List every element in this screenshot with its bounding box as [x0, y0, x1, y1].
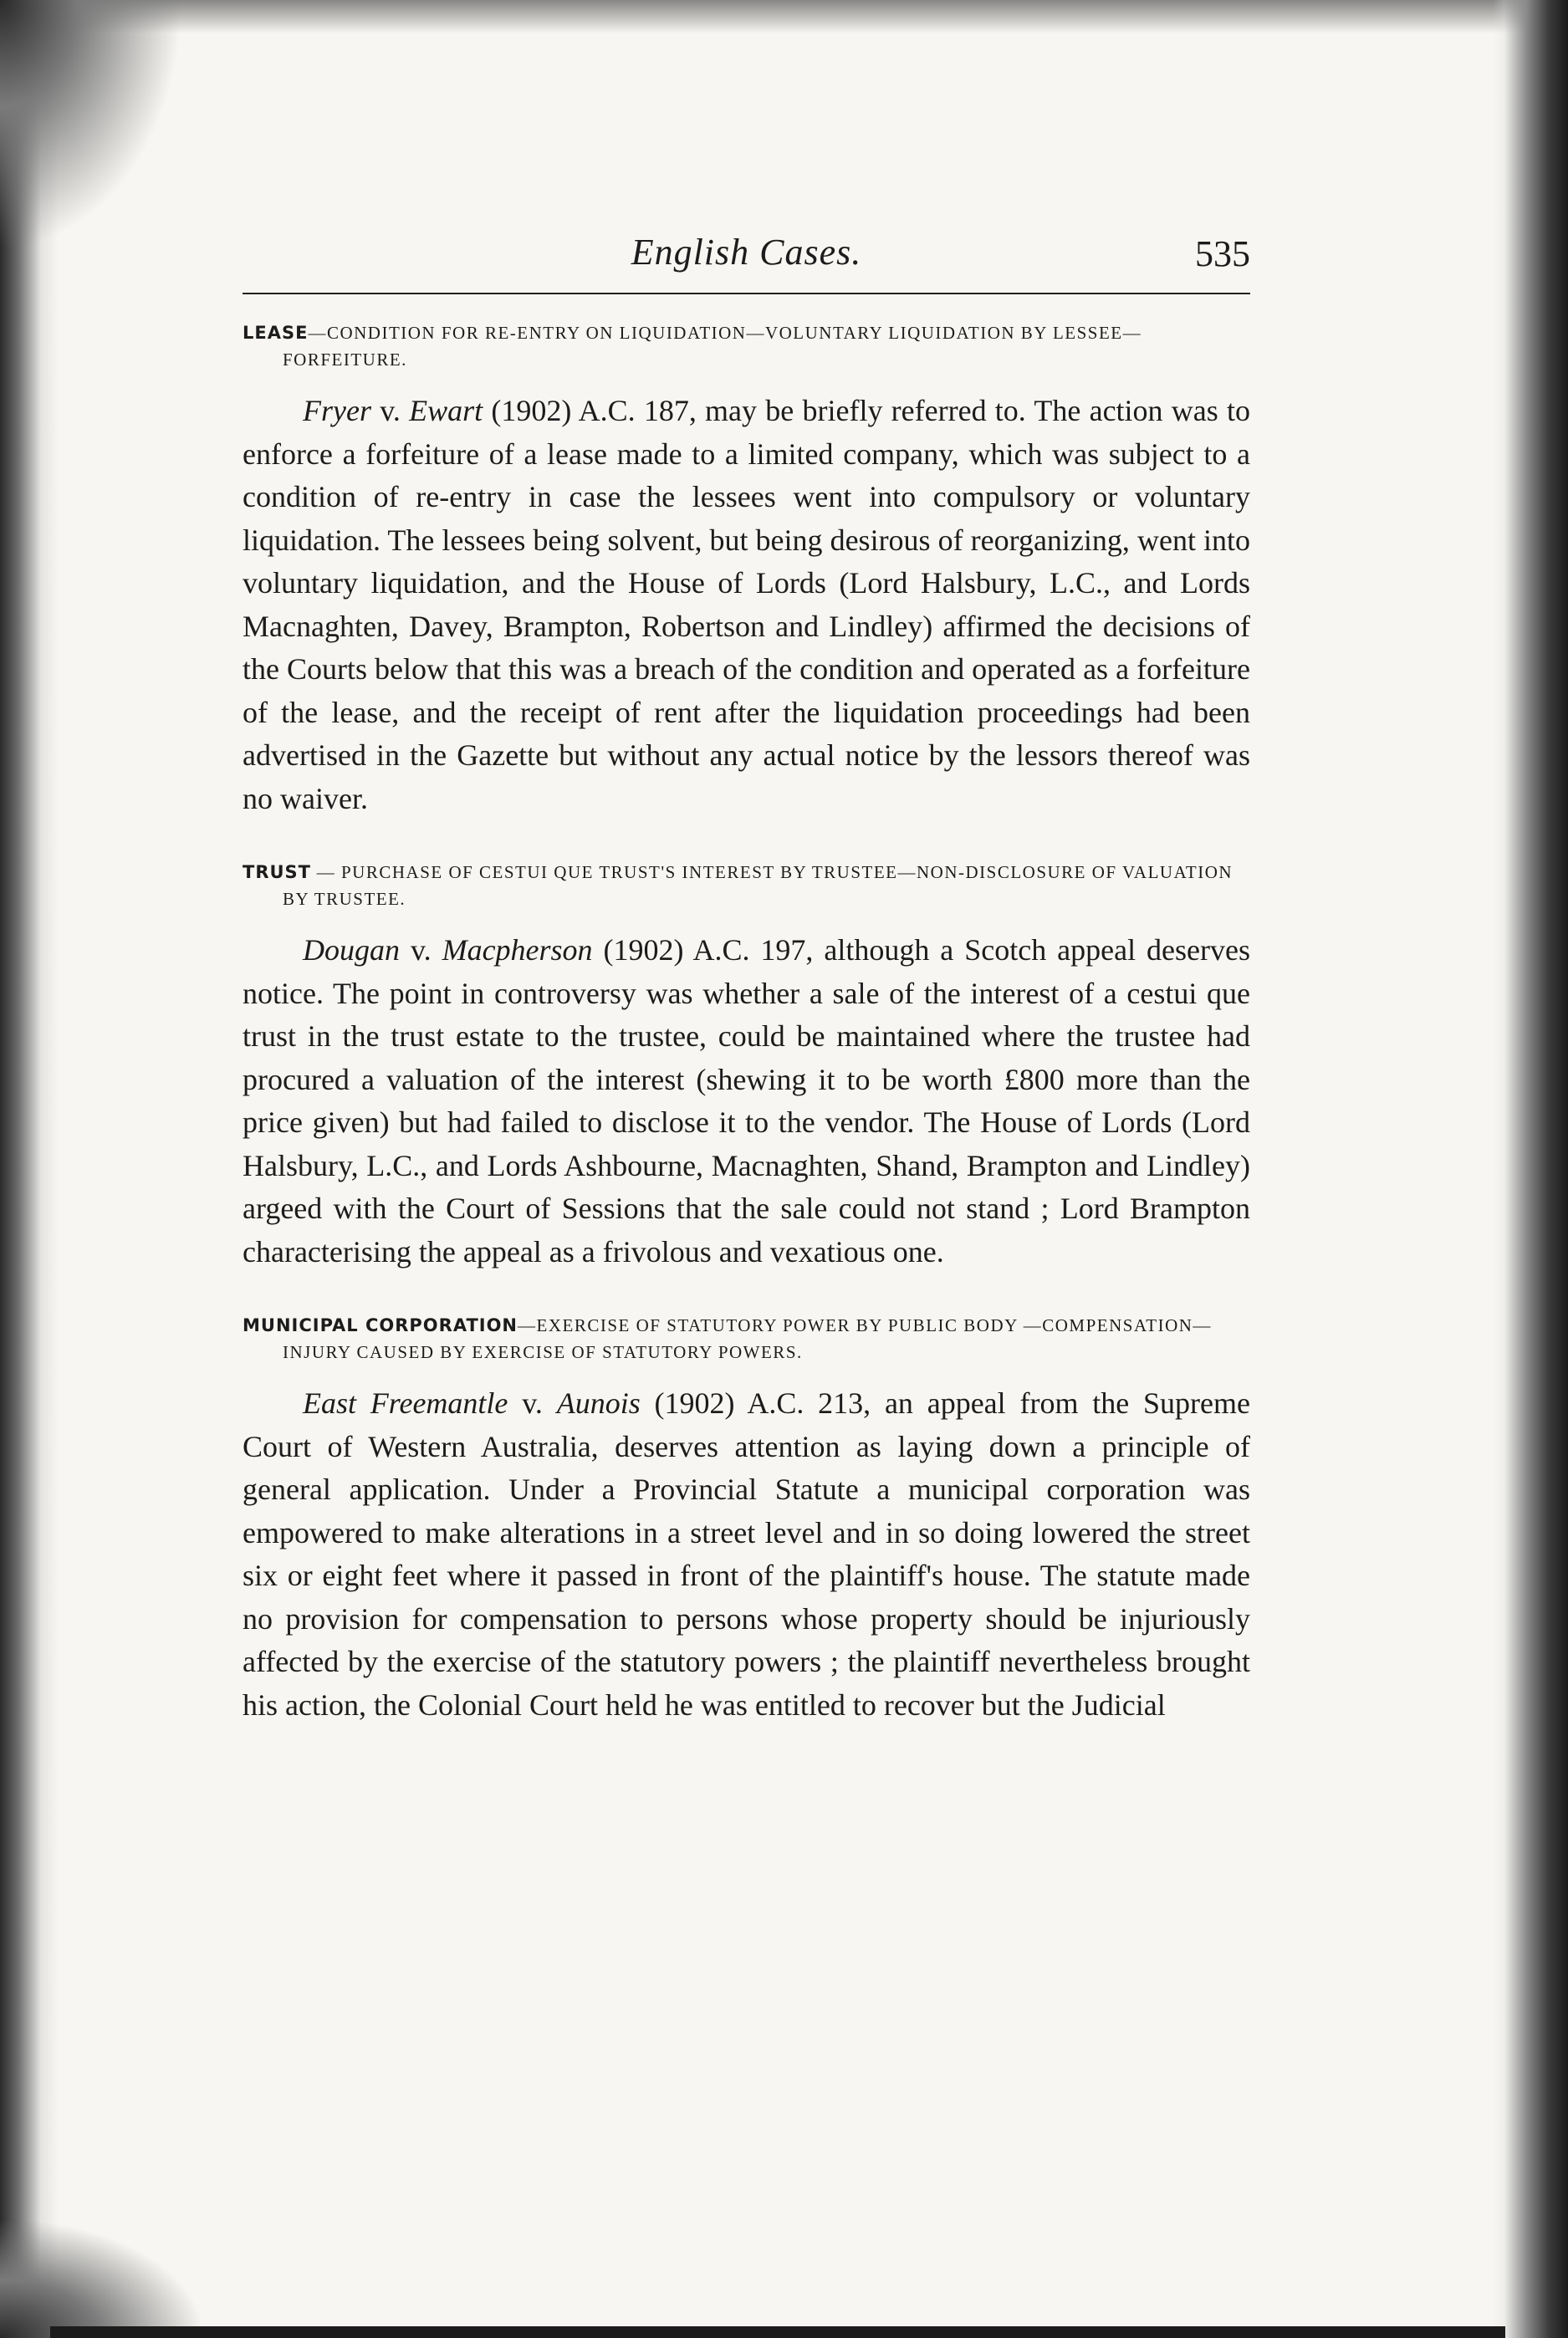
section-heading-rest: — PURCHASE OF CESTUI QUE TRUST'S INTEREST BY TRUSTEE—NON-DISCLOSURE OF VALUATION BY TRUSTEE. [283, 862, 1233, 909]
section-heading-lead: TRUST [243, 862, 311, 882]
section-heading-lead: LEASE [243, 323, 309, 343]
section-heading [243, 319, 1250, 373]
section-heading [243, 1312, 1250, 1366]
case-party-1: East Freemantle [303, 1386, 508, 1420]
scan-edge-right [1493, 0, 1568, 2338]
case-body-text: (1902) A.C. 187, may be briefly referred to. The action was to enforce a forfeiture of a lease made to a limited company, which was subject to a condition of re-entry in case the lessees went into compulsory or voluntary liquidation. The lessees being solvent, but being desirous of reorganizing, went into voluntary liquidation, and the House of Lords (Lord Halsbury, L.C., and Lords Macnaghten, Davey, Brampton, Robertson and Lindley) affirmed the decisions of the Courts below that this was a breach of the condition and operated as a forfeiture of the lease, and the receipt of rent after the liquidation proceedings had been advertised in the Gazette but without any actual notice by the lessors thereof was no waiver. [243, 394, 1251, 815]
page-number: 535 [1195, 233, 1250, 274]
case-party-2: Ewart [409, 394, 483, 427]
case-paragraph [243, 390, 1250, 820]
section-trust [243, 859, 1250, 1274]
section-heading-lead: MUNICIPAL CORPORATION [243, 1315, 518, 1335]
case-body-text: (1902) A.C. 197, although a Scotch appeal deserves notice. The point in controversy was whether a sale of the interest of a cestui que trust in the trust estate to the trustee, could be maintained where the trustee had procured a valuation of the interest (shewing it to be worth £800 more than the price given) but had failed to disclose it to the vendor. The House of Lords (Lord Halsbury, L.C., and Lords Ashbourne, Macnaghten, Shand, Brampton and Lindley) argeed with the Court of Sessions that the sale could not stand ; Lord Brampton characterising the appeal as a frivolous and vexatious one. [243, 933, 1250, 1269]
scan-edge-left [0, 0, 59, 2338]
case-body-text: (1902) A.C. 213, an appeal from the Supreme Court of Western Australia, deserves attention as laying down a principle of general application. Under a Provincial Statute a municipal corporation was empowered to make alterations in a street level and in so doing lowered the street six or eight feet where it passed in front of the plaintiff's house. The statute made no provision for compensation to persons whose property should be injuriously affected by the exercise of the statutory powers ; the plaintiff nevertheless brought his action, the Colonial Court held he was entitled to recover but the Judicial [243, 1386, 1251, 1722]
case-versus: v. [508, 1386, 557, 1420]
section-lease [243, 319, 1250, 820]
section-heading-rest: —CONDITION FOR RE-ENTRY ON LIQUIDATION—VOLUNTARY LIQUIDATION BY LESSEE—FORFEITURE. [283, 323, 1142, 370]
section-municipal-corporation [243, 1312, 1250, 1727]
case-versus: v. [400, 933, 442, 967]
case-party-2: Aunois [556, 1386, 641, 1420]
scan-edge-bottom [50, 2326, 1505, 2338]
running-head [243, 226, 1250, 294]
case-party-1: Dougan [303, 933, 400, 967]
case-party-1: Fryer [303, 394, 371, 427]
running-title: English Cases. [631, 232, 862, 273]
book-page [243, 226, 1250, 1727]
scan-edge-top [0, 0, 1568, 33]
scan-corner-top-left [0, 0, 184, 251]
section-heading [243, 859, 1250, 912]
case-party-2: Macpherson [442, 933, 593, 967]
scan-corner-bottom-left [0, 2221, 201, 2338]
section-heading-rest: —EXERCISE OF STATUTORY POWER BY PUBLIC BODY —COMPENSATION—INJURY CAUSED BY EXERCISE OF STATUTORY POWERS. [283, 1315, 1212, 1362]
case-paragraph [243, 929, 1250, 1274]
case-paragraph [243, 1382, 1250, 1727]
case-versus: v. [370, 394, 410, 427]
